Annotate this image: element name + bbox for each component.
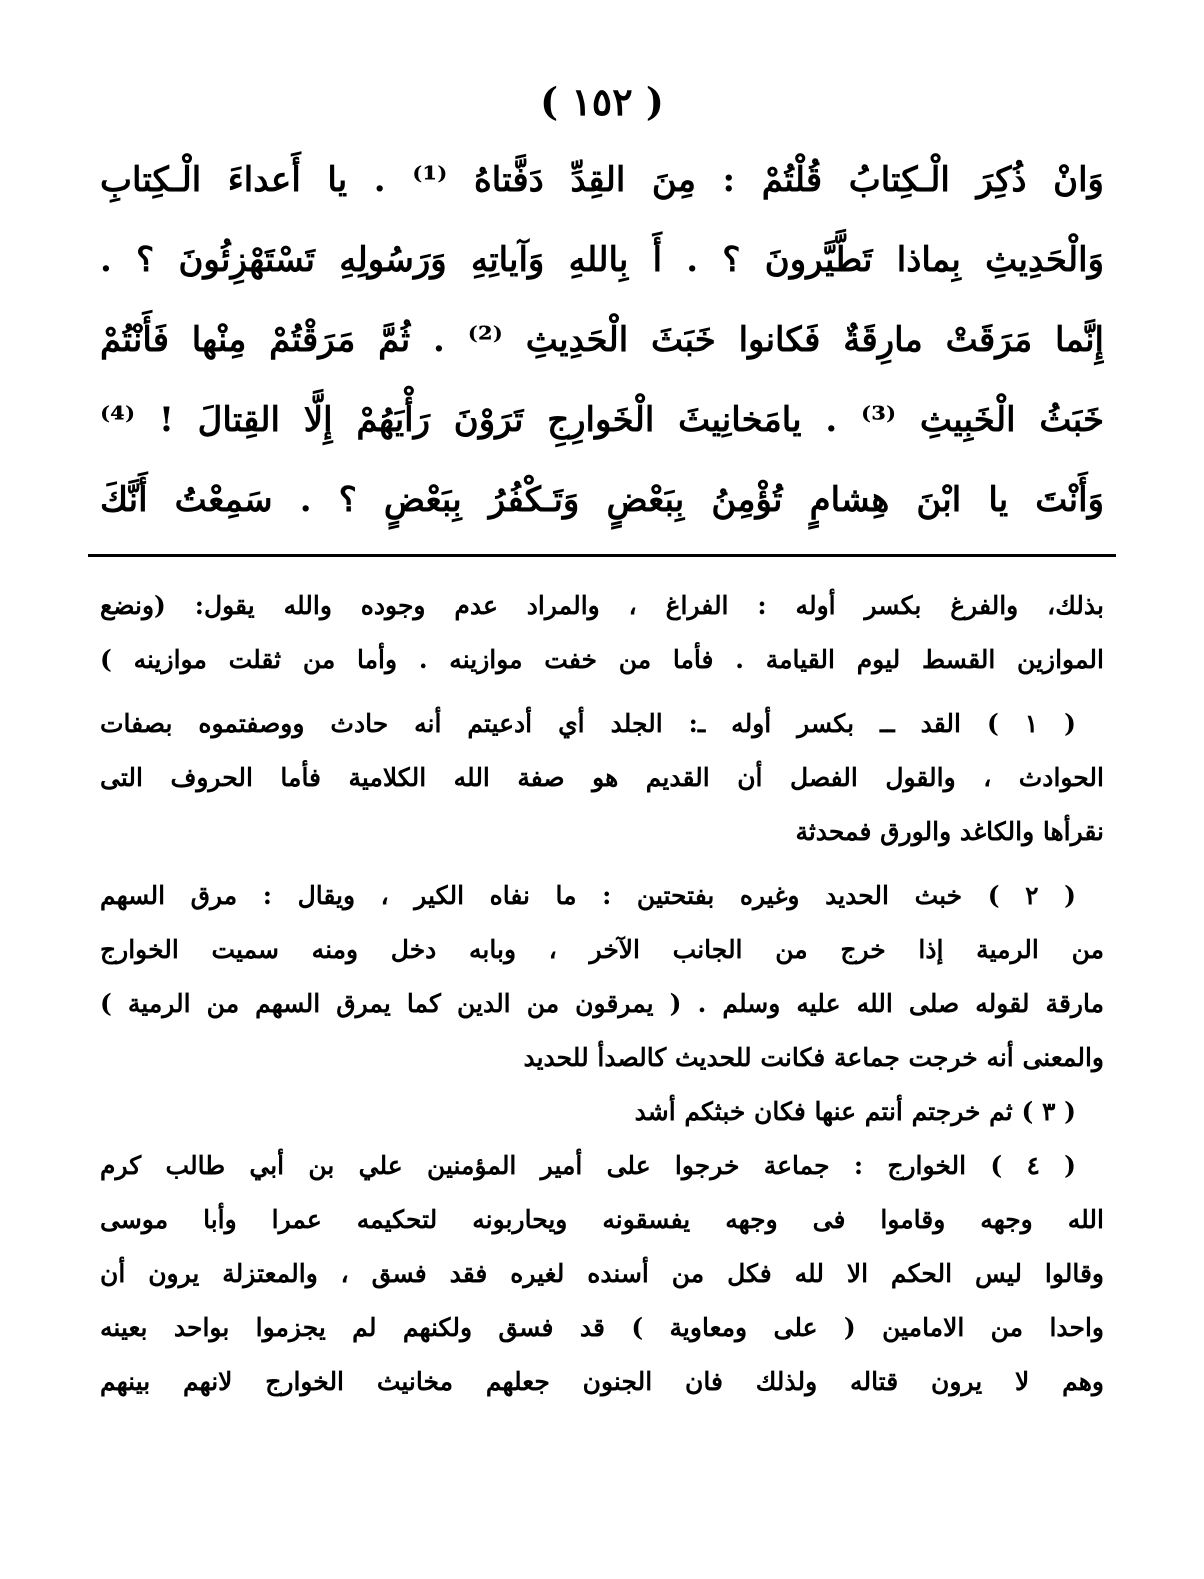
footnote-2-line: من الرمية إذا خرج من الجانب الآخر ، وبابه دخل ومنه سميت الخوارج bbox=[100, 935, 1104, 964]
main-text-line: خَبَثُ الْخَبِيثِ ⁽³⁾ . يامَخانِيثَ الْخَوارِجِ تَرَوْنَ رَأْيَهُمْ إِلَّا القِتالَ ! ⁽⁴⁾ bbox=[100, 400, 1104, 440]
footnote-3-line: ( ٣ ) ثم خرجتم أنتم عنها فكان خبثكم أشد bbox=[634, 1097, 1076, 1126]
footnote-4-line: الله وجهه وقاموا فى وجهه يفسقونه ويحاربونه لتحكيمه عمرا وأبا موسى bbox=[100, 1205, 1104, 1234]
main-text-line: وَالْحَدِيثِ بِماذا تَطَّيَّرونَ ؟ . أَ بِاللهِ وَآياتِهِ وَرَسُولِهِ تَسْتَهْزِئُونَ ؟ . bbox=[100, 240, 1104, 280]
main-text-block bbox=[100, 140, 1104, 540]
footnotes-block bbox=[100, 579, 1104, 1409]
footnote-1-line: نقرأها والكاغد والورق فمحدثة bbox=[795, 817, 1104, 846]
footnote-4-line: ( ٤ ) الخوارج : جماعة خرجوا على أمير المؤمنين علي بن أبي طالب كرم bbox=[100, 1151, 1076, 1180]
main-text-line: وَانْ ذُكِرَ الْـكِتابُ قُلْتُمْ : مِنَ القِدِّ دَفَّتاهُ ⁽¹⁾ . يا أَعداءَ الْـكِتابِ bbox=[100, 160, 1104, 200]
footnote-continuation-line: بذلك، والفرغ بكسر أوله : الفراغ ، والمراد عدم وجوده والله يقول: (ونضع bbox=[100, 591, 1104, 620]
main-text-line: إِنَّما مَرَقَتْ مارِقَةٌ فَكانوا خَبَثَ الْحَدِيثِ ⁽²⁾ . ثُمَّ مَرَقْتُمْ مِنْها فَأَنْتُمْ bbox=[100, 320, 1104, 360]
footnote-continuation-line: الموازين القسط ليوم القيامة . فأما من خفت موازينه . وأما من ثقلت موازينه ) bbox=[100, 645, 1104, 674]
page-number: ( ١٥٢ ) bbox=[540, 79, 664, 124]
footnote-2-line: والمعنى أنه خرجت جماعة فكانت للحديث كالصدأ للحديد bbox=[523, 1043, 1104, 1072]
footnote-4-line: واحدا من الامامين ( على ومعاوية ) قد فسق ولكنهم لم يجزموا بواحد بعينه bbox=[100, 1313, 1104, 1342]
footnote-1-line: الحوادث ، والقول الفصل أن القديم هو صفة الله الكلامية فأما الحروف التى bbox=[100, 763, 1104, 792]
footnote-4-line: وقالوا ليس الحكم الا لله فكل من أسنده لغيره فقد فسق ، والمعتزلة يرون أن bbox=[100, 1259, 1104, 1288]
footnote-2-line: مارقة لقوله صلى الله عليه وسلم . ( يمرقون من الدين كما يمرق السهم من الرمية ) bbox=[100, 989, 1104, 1018]
main-text-line: وَأَنْتَ يا ابْنَ هِشامٍ تُؤْمِنُ بِبَعْضٍ وَتَـكْفُرُ بِبَعْضٍ ؟ . سَمِعْتُ أَنَّكَ bbox=[100, 480, 1104, 520]
footnote-1-line: ( ١ ) القد ــ بكسر أوله ـ: الجلد أي أدعيتم أنه حادث ووصفتموه بصفات bbox=[100, 709, 1076, 738]
footnote-4-line: وهم لا يرون قتاله ولذلك فان الجنون جعلهم مخانيث الخوارج لانهم بينهم bbox=[100, 1367, 1104, 1396]
footnote-divider bbox=[88, 554, 1116, 557]
footnote-2-line: ( ٢ ) خبث الحديد وغيره بفتحتين : ما نفاه الكير ، ويقال : مرق السهم bbox=[100, 881, 1076, 910]
